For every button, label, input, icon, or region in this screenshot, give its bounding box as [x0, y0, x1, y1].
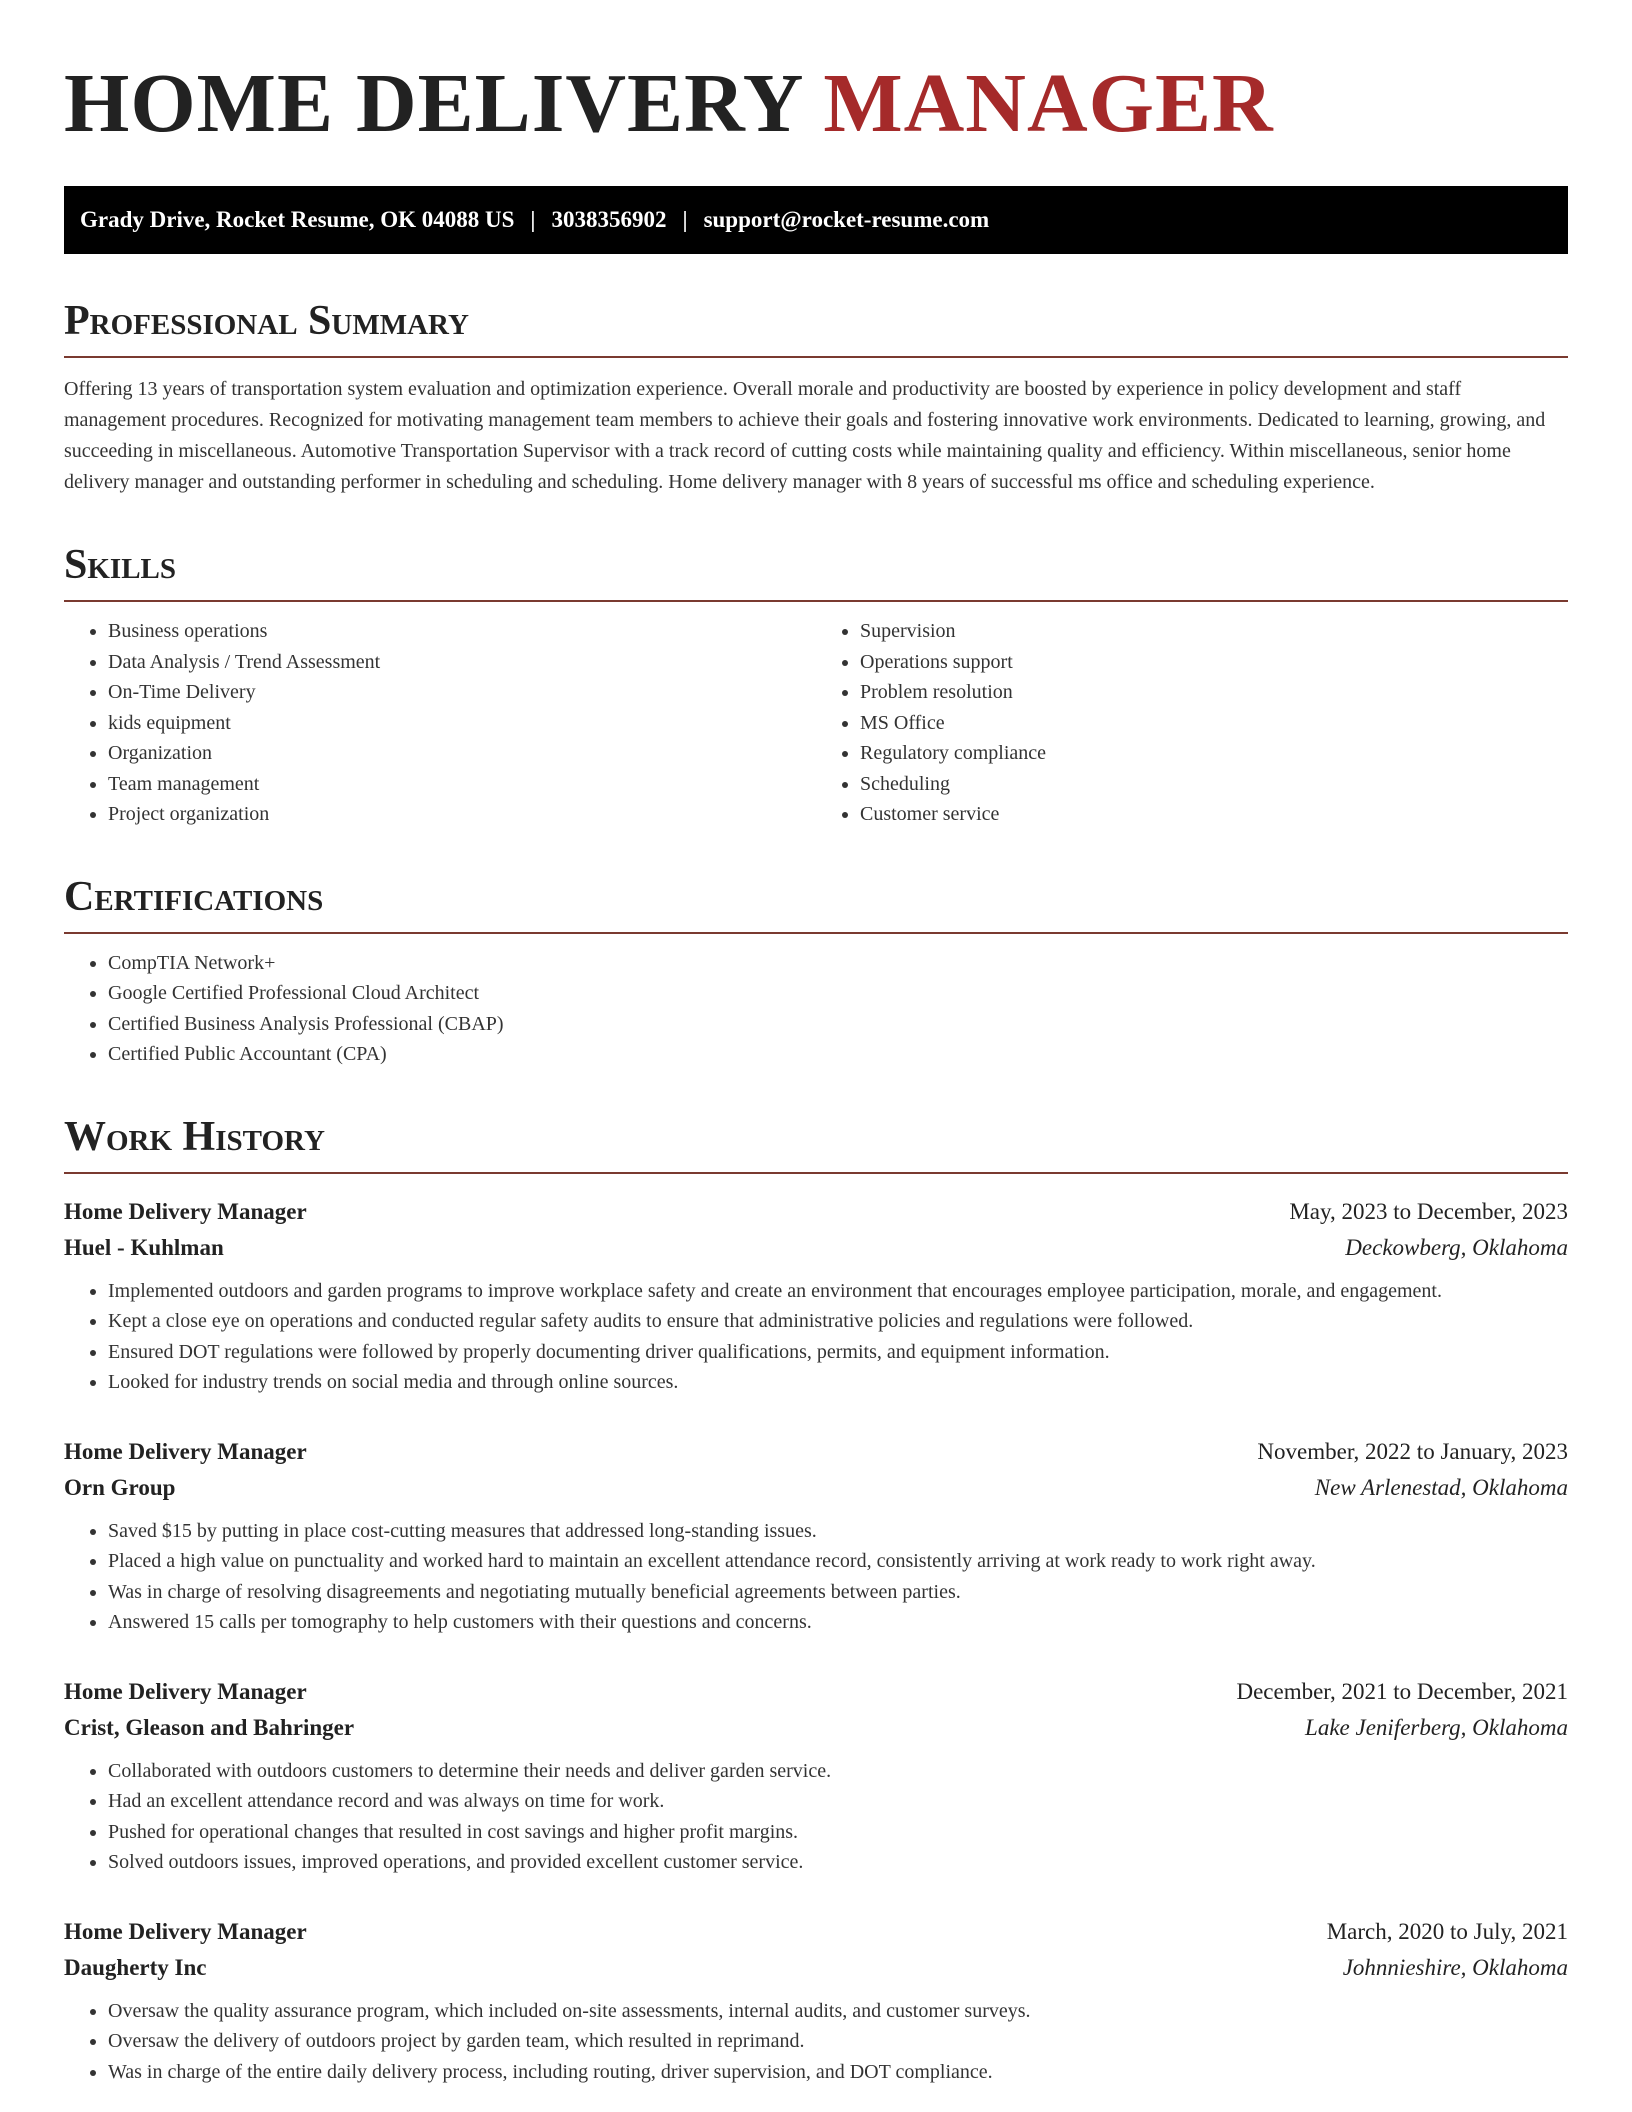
skill-item: • On-Time Delivery — [108, 677, 816, 708]
contact-separator: | — [530, 207, 536, 232]
job-header-row — [64, 1914, 1568, 1950]
contact-phone: 3038356902 — [551, 207, 667, 232]
contact-separator: | — [682, 207, 688, 232]
contact-email: support@rocket-resume.com — [703, 207, 990, 232]
skill-item: • Operations support — [860, 647, 1568, 678]
job-company-row — [64, 1470, 1568, 1506]
summary-heading: Professional Summary — [64, 296, 1568, 358]
contact-bar — [64, 186, 1568, 254]
job-dates: March, 2020 to July, 2021 — [1326, 1918, 1568, 1944]
job-location: Deckowberg, Oklahoma — [1345, 1234, 1568, 1260]
skill-item: • kids equipment — [108, 708, 816, 739]
job-bullet: • Was in charge of the entire daily delivery process, including routing, driver supervision, and DOT compliance. — [108, 2057, 1568, 2088]
skill-item: • MS Office — [860, 708, 1568, 739]
job-location: New Arlenestad, Oklahoma — [1314, 1474, 1568, 1500]
skill-item: • Scheduling — [860, 769, 1568, 800]
job-bullet: • Saved $15 by putting in place cost-cutting measures that addressed long-standing issues. — [108, 1516, 1568, 1547]
skill-item: • Problem resolution — [860, 677, 1568, 708]
certifications-list — [64, 948, 1568, 1070]
job-header-row — [64, 1434, 1568, 1470]
job-title: Home Delivery Manager — [64, 1438, 307, 1464]
skill-item: • Organization — [108, 738, 816, 769]
job-company: Orn Group — [64, 1474, 176, 1500]
skill-item: • Customer service — [860, 799, 1568, 830]
job-bullet: • Looked for industry trends on social media and through online sources. — [108, 1367, 1568, 1398]
job-bullets — [64, 1516, 1568, 1638]
skill-item: • Data Analysis / Trend Assessment — [108, 647, 816, 678]
skill-item: • Business operations — [108, 616, 816, 647]
skill-item: • Supervision — [860, 616, 1568, 647]
job-location: Johnnieshire, Oklahoma — [1342, 1954, 1568, 1980]
job-bullet: • Collaborated with outdoors customers to determine their needs and deliver garden service. — [108, 1756, 1568, 1787]
skill-item: • Regulatory compliance — [860, 738, 1568, 769]
job-company: Huel - Kuhlman — [64, 1234, 224, 1260]
work-history-list — [64, 1194, 1568, 2088]
job-bullets — [64, 1756, 1568, 1878]
job-title: Home Delivery Manager — [64, 1198, 307, 1224]
name-primary: HOME DELIVERY — [64, 57, 802, 150]
job-header-row — [64, 1194, 1568, 1230]
work-history-heading: Work History — [64, 1112, 1568, 1174]
job-bullets — [64, 1996, 1568, 2088]
job-bullet: • Was in charge of resolving disagreements and negotiating mutually beneficial agreements between parties. — [108, 1577, 1568, 1608]
skills-heading: Skills — [64, 540, 1568, 602]
contact-address: Grady Drive, Rocket Resume, OK 04088 US — [80, 207, 515, 232]
job-company-row — [64, 1950, 1568, 1986]
job-bullet: • Pushed for operational changes that resulted in cost savings and higher profit margins. — [108, 1817, 1568, 1848]
skill-item: • Team management — [108, 769, 816, 800]
job-bullet: • Answered 15 calls per tomography to help customers with their questions and concerns. — [108, 1607, 1568, 1638]
job-entry — [64, 1674, 1568, 1878]
job-bullet: • Had an excellent attendance record and was always on time for work. — [108, 1786, 1568, 1817]
certification-item: • CompTIA Network+ — [108, 948, 1568, 979]
job-bullet: • Ensured DOT regulations were followed by properly documenting driver qualifications, permits, and equipment information. — [108, 1337, 1568, 1368]
job-bullet: • Implemented outdoors and garden programs to improve workplace safety and create an environment that encourages employee participation, morale, and engagement. — [108, 1276, 1568, 1307]
summary-text: Offering 13 years of transportation system evaluation and optimization experience. Overall morale and productivity are boosted by experience in policy development and staff management procedures. Recognized for motivating management team members to achieve their goals and fostering innovative work environments. Dedicated to learning, growing, and succeeding in miscellaneous. Automotive Transportation Supervisor with a track record of cutting costs while maintaining quality and efficiency. Within miscellaneous, senior home delivery manager and outstanding performer in scheduling and scheduling. Home delivery manager with 8 years of successful ms office and scheduling experience. — [64, 378, 1546, 493]
job-location: Lake Jeniferberg, Oklahoma — [1305, 1714, 1568, 1740]
job-title: Home Delivery Manager — [64, 1678, 307, 1704]
certification-item: • Certified Business Analysis Professional (CBAP) — [108, 1009, 1568, 1040]
job-dates: May, 2023 to December, 2023 — [1289, 1198, 1568, 1224]
job-company-row — [64, 1230, 1568, 1266]
resume-name — [64, 0, 1568, 152]
job-title: Home Delivery Manager — [64, 1918, 307, 1944]
job-bullet: • Kept a close eye on operations and conducted regular safety audits to ensure that administrative policies and regulations were followed. — [108, 1306, 1568, 1337]
certification-item: • Certified Public Accountant (CPA) — [108, 1039, 1568, 1070]
job-company: Crist, Gleason and Bahringer — [64, 1714, 355, 1740]
job-entry — [64, 1194, 1568, 1398]
certifications-heading: Certifications — [64, 872, 1568, 934]
job-dates: November, 2022 to January, 2023 — [1257, 1438, 1568, 1464]
skills-column-right — [816, 616, 1568, 830]
name-accent: MANAGER — [823, 57, 1274, 150]
job-header-row — [64, 1674, 1568, 1710]
skills-column-left — [64, 616, 816, 830]
skills-list — [64, 602, 1568, 830]
job-bullet: • Placed a high value on punctuality and worked hard to maintain an excellent attendance record, consistently arriving at work ready to work right away. — [108, 1546, 1568, 1577]
job-company-row — [64, 1710, 1568, 1746]
job-company: Daugherty Inc — [64, 1954, 207, 1980]
skill-item: • Project organization — [108, 799, 816, 830]
job-entry — [64, 1434, 1568, 1638]
job-dates: December, 2021 to December, 2021 — [1236, 1678, 1568, 1704]
job-bullet: • Oversaw the delivery of outdoors project by garden team, which resulted in reprimand. — [108, 2026, 1568, 2057]
certification-item: • Google Certified Professional Cloud Architect — [108, 978, 1568, 1009]
job-bullet: • Oversaw the quality assurance program, which included on-site assessments, internal audits, and customer surveys. — [108, 1996, 1568, 2027]
job-bullets — [64, 1276, 1568, 1398]
job-bullet: • Solved outdoors issues, improved operations, and provided excellent customer service. — [108, 1847, 1568, 1878]
job-entry — [64, 1914, 1568, 2088]
